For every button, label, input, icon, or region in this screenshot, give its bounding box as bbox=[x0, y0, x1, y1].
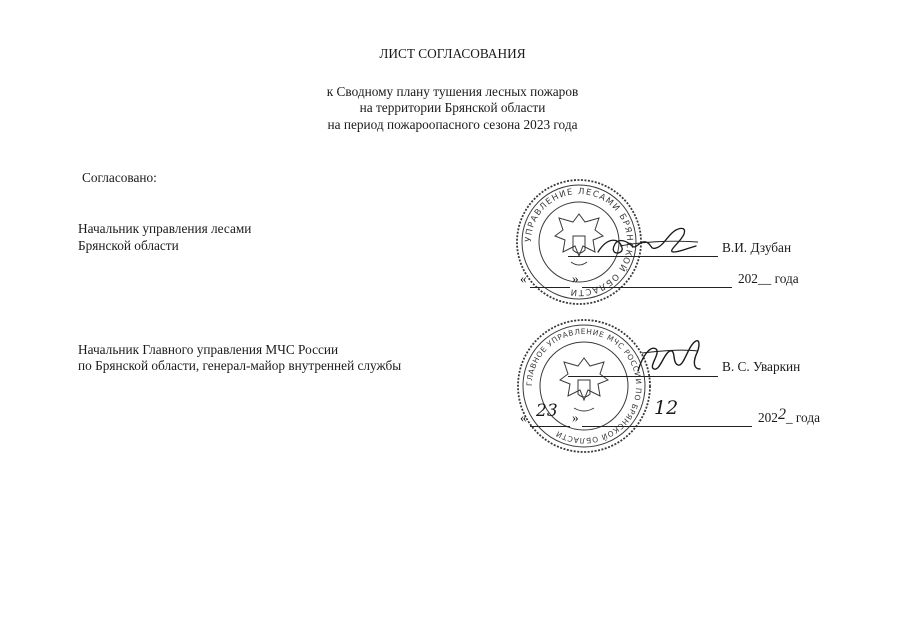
document-title: ЛИСТ СОГЛАСОВАНИЯ bbox=[379, 46, 526, 61]
date-2-close-quote: » bbox=[572, 410, 579, 425]
signature-line-2 bbox=[568, 376, 718, 377]
date-2-day-line bbox=[530, 426, 570, 427]
date-2-month-handwritten: 12 bbox=[654, 397, 679, 419]
date-2-day-handwritten: 23 bbox=[536, 401, 558, 421]
agreed-label: Согласовано: bbox=[82, 170, 157, 185]
signature-line-1 bbox=[568, 256, 718, 257]
svg-text:УПРАВЛЕНИЕ ЛЕСАМИ БРЯНСКОЙ ОБЛ: УПРАВЛЕНИЕ ЛЕСАМИ БРЯНСКОЙ ОБЛАСТИ bbox=[523, 186, 635, 298]
date-2-month-line bbox=[582, 426, 752, 427]
position-1-line-2: Брянской области bbox=[78, 238, 179, 253]
date-2-year-handwritten: 2 bbox=[777, 406, 786, 423]
date-1-year: 202__ года bbox=[738, 271, 799, 286]
date-2-year-prefix: 202 bbox=[758, 410, 778, 425]
subtitle-line-2: на территории Брянской области bbox=[359, 100, 546, 115]
svg-text:ГЛАВНОЕ УПРАВЛЕНИЕ МЧС РОССИИ: ГЛАВНОЕ УПРАВЛЕНИЕ МЧС РОССИИ ПО БРЯНСКОЙ ОБЛАСТИ bbox=[524, 326, 644, 446]
date-1-month-line bbox=[582, 287, 732, 288]
date-2-year-suffix: _ года bbox=[785, 410, 820, 425]
signatory-1-name: В.И. Дзубан bbox=[722, 240, 792, 255]
signatory-2-name: В. С. Уваркин bbox=[722, 359, 801, 374]
date-2-year bbox=[758, 406, 820, 426]
position-1-line-1: Начальник управления лесами bbox=[78, 221, 252, 236]
subtitle-line-1: к Сводному плану тушения лесных пожаров bbox=[326, 84, 579, 99]
position-2-line-2: по Брянской области, генерал-майор внутренней службы bbox=[78, 358, 402, 373]
position-2-line-1: Начальник Главного управления МЧС России bbox=[78, 342, 339, 357]
signature-2 bbox=[628, 335, 708, 381]
date-2-open-quote: « bbox=[520, 410, 527, 425]
subtitle-line-3: на период пожароопасного сезона 2023 года bbox=[327, 117, 578, 132]
date-1-day-line bbox=[530, 287, 570, 288]
date-1-open-quote: « bbox=[520, 271, 527, 286]
date-1-close-quote: » bbox=[572, 271, 579, 286]
